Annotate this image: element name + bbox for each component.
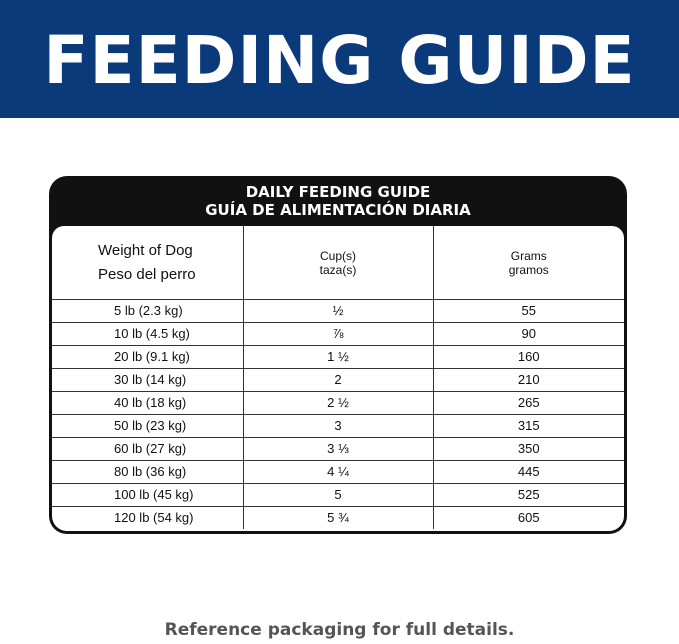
grams-cell: 90 (433, 323, 624, 346)
grams-cell: 525 (433, 484, 624, 507)
grams-cell: 350 (433, 438, 624, 461)
cups-cell: 3 ⅓ (243, 438, 433, 461)
column-header-grams (433, 226, 624, 300)
weight-cell: 50 lb (23 kg) (52, 415, 243, 438)
cups-cell: 3 (243, 415, 433, 438)
weight-header-en: Weight of Dog (98, 241, 193, 259)
table-row (52, 300, 624, 323)
weight-cell: 100 lb (45 kg) (52, 484, 243, 507)
cups-cell: ⅞ (243, 323, 433, 346)
guide-title (49, 176, 627, 226)
table-row (52, 484, 624, 507)
grams-cell: 160 (433, 346, 624, 369)
cups-cell: 2 ½ (243, 392, 433, 415)
cups-cell: 5 (243, 484, 433, 507)
weight-cell: 20 lb (9.1 kg) (52, 346, 243, 369)
weight-cell: 120 lb (54 kg) (52, 507, 243, 530)
grams-cell: 210 (433, 369, 624, 392)
weight-cell: 5 lb (2.3 kg) (52, 300, 243, 323)
feeding-table (52, 226, 624, 529)
grams-cell: 315 (433, 415, 624, 438)
page-title: FEEDING GUIDE (43, 22, 636, 99)
weight-cell: 40 lb (18 kg) (52, 392, 243, 415)
grams-cell: 445 (433, 461, 624, 484)
column-header-weight (52, 226, 243, 300)
table-header-row (52, 226, 624, 300)
grams-header-es: gramos (508, 262, 549, 277)
table-row (52, 461, 624, 484)
weight-cell: 80 lb (36 kg) (52, 461, 243, 484)
grams-cell: 265 (433, 392, 624, 415)
cups-header-en: Cup(s) (319, 248, 356, 263)
feeding-table-container (52, 226, 624, 531)
weight-header-es: Peso del perro (98, 265, 196, 283)
grams-cell: 55 (433, 300, 624, 323)
guide-title-es: GUÍA DE ALIMENTACIÓN DIARIA (205, 201, 471, 219)
feeding-guide-card (49, 176, 627, 534)
guide-title-en: DAILY FEEDING GUIDE (245, 183, 431, 201)
table-row (52, 346, 624, 369)
cups-cell: 5 ¾ (243, 507, 433, 530)
weight-cell: 30 lb (14 kg) (52, 369, 243, 392)
grams-header-en: Grams (510, 248, 547, 263)
table-row (52, 415, 624, 438)
weight-cell: 60 lb (27 kg) (52, 438, 243, 461)
cups-cell: 2 (243, 369, 433, 392)
grams-cell: 605 (517, 510, 540, 525)
footer-note: Reference packaging for full details. (164, 620, 515, 640)
cups-cell: ½ (243, 300, 433, 323)
cups-cell: 1 ½ (243, 346, 433, 369)
weight-cell: 10 lb (4.5 kg) (52, 323, 243, 346)
table-row (52, 392, 624, 415)
table-row (52, 323, 624, 346)
cups-cell: 4 ¼ (243, 461, 433, 484)
column-header-cups (243, 226, 433, 300)
header-banner (0, 0, 679, 118)
cups-header-es: taza(s) (319, 262, 357, 277)
table-row (52, 438, 624, 461)
table-row (52, 369, 624, 392)
table-row (52, 507, 624, 530)
